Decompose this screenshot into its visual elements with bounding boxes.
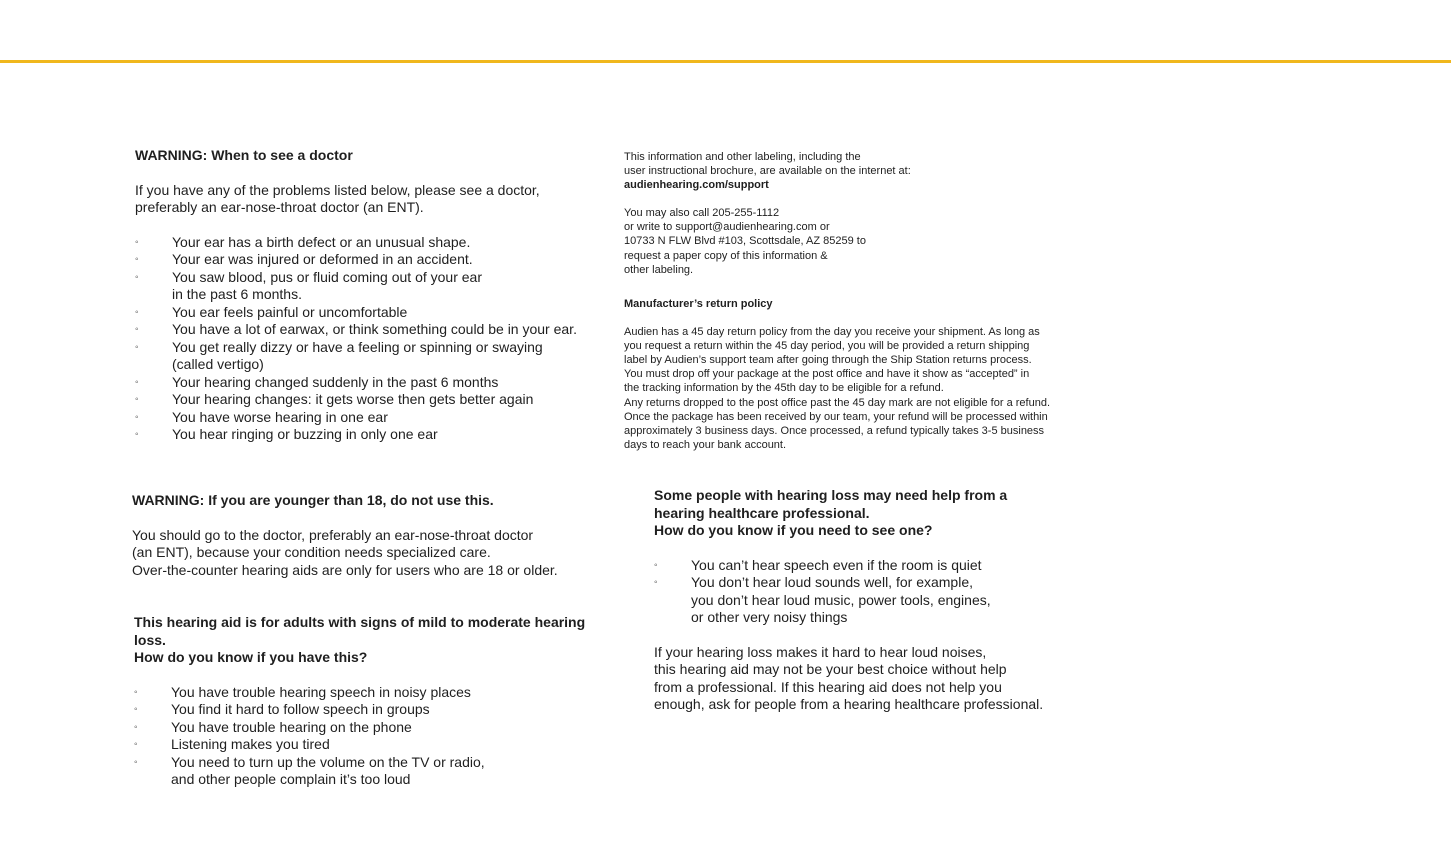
list-item: ◦ You have a lot of earwax, or think something could be in your ear. [135,321,577,337]
list-item: ◦ Your hearing changed suddenly in the past 6 months [135,373,499,390]
list-item: ◦ You ear feels painful or uncomfortable [135,303,408,320]
bullet-icon: ◦ [135,254,139,265]
list-item: ◦ You have worse hearing in one ear [135,408,388,425]
support-url-link[interactable]: audienhearing.com/support [624,179,769,192]
age-warning-heading: WARNING: If you are younger than 18, do not use this. [132,492,494,508]
return-policy-section [624,297,1084,452]
adult-signs-section [134,614,614,789]
doctor-warning-intro: If you have any of the problems listed below, please see a doctor, preferably an ear-nose-throat doctor (an ENT). [135,181,540,215]
adult-signs-heading: This hearing aid is for adults with signs of mild to moderate hearing loss. How do you know if you have this? [134,614,586,665]
adult-signs-list [134,684,614,789]
bullet-icon: ◦ [134,686,138,698]
list-item: ◦ Listening makes you tired [134,736,330,752]
list-item: ◦ You don’t hear loud sounds well, for example, you don’t hear loud music, power tools, engines, or other very noisy things [654,574,991,625]
return-policy-heading: Manufacturer’s return policy [624,298,773,310]
bullet-icon: ◦ [134,756,138,768]
professional-help-closing: If your hearing loss makes it hard to hear loud noises, this hearing aid may not be your best choice without help from a professional. If this hearing aid does not help you enough, ask for people from a hearing healthcare professional. [654,643,1044,712]
list-item: ◦ You get really dizzy or have a feeling or spinning or swaying (called vertigo) [135,338,543,372]
bullet-icon: ◦ [135,376,139,388]
list-item: ◦ You saw blood, pus or fluid coming out of your ear in the past 6 months. [135,268,483,302]
bullet-icon: ◦ [135,411,139,423]
return-policy-body: Audien has a 45 day return policy from the day you receive your shipment. As long as you request a return within the 45 day period, you will be provided a return shipping label by Audien’s support team after going through the Ship Station returns process. You must drop off your package at the post office and have it show as “accepted” in the tracking information by the 45th day to be eligible for a refund. Any returns dropped to the post office past the 45 day mark are not eligible for a refund. Once the package has been received by our team, your refund will be processed within approximately 3 business days. Once processed, a refund typically takes 3-5 business days to reach your bank account. [624,326,1050,451]
professional-help-list [654,557,1074,627]
list-item: ◦ Your hearing changes: it gets worse then gets better again [135,391,534,407]
labeling-intro: This information and other labeling, including the user instructional brochure, are available on the internet at: [624,151,911,178]
doctor-warning-section [135,147,605,444]
age-warning-section [132,492,602,579]
labeling-info-section [624,150,984,277]
bullet-icon: ◦ [135,429,139,440]
bullet-icon: ◦ [134,704,138,715]
bullet-icon: ◦ [135,324,139,335]
contact-info: You may also call 205-255-1112 or write to support@audienhearing.com or 10733 N FLW Blvd #103, Scottsdale, AZ 85259 to request a paper copy of this information & other labeling. [624,207,866,276]
bullet-icon: ◦ [135,236,139,248]
professional-help-heading: Some people with hearing loss may need help from a hearing healthcare professional. How do you know if you need to see one? [654,487,1008,538]
bullet-icon: ◦ [135,271,139,283]
list-item: ◦ You have trouble hearing speech in noisy places [134,683,471,700]
bullet-icon: ◦ [135,341,139,353]
age-warning-body: You should go to the doctor, preferably an ear-nose-throat doctor (an ENT), because your condition needs specialized care. Over-the-counter hearing aids are only for users who are 18 or older. [132,526,558,578]
bullet-icon: ◦ [135,394,139,405]
bullet-icon: ◦ [134,721,138,733]
bullet-icon: ◦ [654,577,658,588]
bullet-icon: ◦ [654,559,658,571]
list-item: ◦ You find it hard to follow speech in groups [134,701,430,717]
list-item: ◦ You hear ringing or buzzing in only one ear [135,426,438,442]
professional-help-section [654,487,1074,714]
doctor-warning-heading: WARNING: When to see a doctor [135,147,353,163]
doctor-warning-list [135,234,605,444]
bullet-icon: ◦ [134,739,138,750]
list-item: ◦ Your ear was injured or deformed in an accident. [135,251,473,267]
list-item: ◦ You have trouble hearing on the phone [134,718,412,735]
list-item: ◦ You can’t hear speech even if the room is quiet [654,556,982,573]
bullet-icon: ◦ [135,306,139,318]
list-item: ◦ You need to turn up the volume on the TV or radio, and other people complain it’s too loud [134,753,485,787]
top-accent-rule [0,60,1451,63]
list-item: ◦ Your ear has a birth defect or an unusual shape. [135,233,471,250]
